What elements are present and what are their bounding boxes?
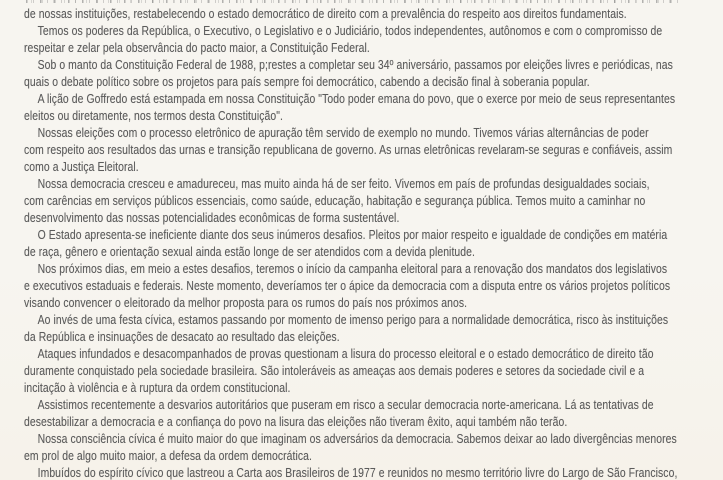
- document-line: Sob o manto da Constituição Federal de 1988, p;restes a completar seu 34º aniversário, passamos por eleições livres e periódicas, nas: [37, 57, 673, 72]
- document-line: incitação à violência e à ruptura da ordem constitucional.: [24, 380, 291, 395]
- document-line: duramente conquistado pela sociedade brasileira. São intoleráveis as ameaças aos demais poderes e setores da sociedade civil e a: [24, 363, 645, 378]
- document-line: Assistimos recentemente a desvarios autoritários que puseram em risco a secular democracia norte-americana. Lá as tentativas de: [37, 397, 654, 412]
- document-line: O Estado apresenta-se ineficiente diante dos seus inúmeros desafios. Pleitos por maior respeito e igualdade de condições em matéria: [37, 227, 668, 242]
- document-line: e executivos estaduais e federais. Neste momento, deveríamos ter o ápice da democracia com a disputa entre os vários projetos políticos: [24, 278, 671, 293]
- document-line: Nossas eleições com o processo eletrônico de apuração têm servido de exemplo no mundo. Tivemos várias alternâncias de poder: [37, 125, 649, 140]
- document-line: Nossa consciência cívica é muito maior do que imaginam os adversários da democracia. Sabemos deixar ao lado divergências menores: [37, 431, 677, 446]
- document-line: Imbuídos do espírito cívico que lastreou a Carta aos Brasileiros de 1977 e reunidos no mesmo território livre do Largo de São Francisco,: [37, 465, 678, 480]
- document-line: da República e insinuações de desacato ao resultado das eleições.: [24, 329, 340, 344]
- document-line: A lição de Goffredo está estampada em nossa Constituição "Todo poder emana do povo, que o exerce por meio de seus representantes: [37, 91, 676, 106]
- document-line: desestabilizar a democracia e a confiança do povo na lisura das eleições não tiveram êxito, aqui também não terão.: [24, 414, 568, 429]
- document-line: Nos próximos dias, em meio a estes desafios, teremos o início da campanha eleitoral para a renovação dos mandatos dos legislativos: [37, 261, 668, 276]
- document-line: com respeito aos resultados das urnas e transição republicana de governo. As urnas eletrônicas revelaram-se seguras e confiáveis, assim: [24, 142, 673, 157]
- document-text: [24, 5, 706, 480]
- document-line: quais o debate político sobre os projetos para país sempre foi democrático, cabendo a decisão final à soberania popular.: [24, 74, 590, 89]
- document-line: como a Justiça Eleitoral.: [24, 159, 139, 174]
- document-line: de nossas instituições, restabelecendo o estado democrático de direito com a prevalência do respeito aos direitos fundamentais.: [24, 6, 627, 21]
- document-line: respeitar e zelar pela observância do pacto maior, a Constituição Federal.: [24, 40, 370, 55]
- document-line: Temos os poderes da República, o Executivo, o Legislativo e o Judiciário, todos independentes, autônomos e com o compromisso de: [37, 23, 663, 38]
- document-line: de raça, gênero e orientação sexual ainda estão longe de ser atendidos com a devida plenitude.: [24, 244, 475, 259]
- document-line: eleitos ou diretamente, nos termos desta Constituição".: [24, 108, 283, 123]
- document-line: com carências em serviços públicos essenciais, como saúde, educação, habitação e segurança pública. Temos muito a caminhar no: [24, 193, 646, 208]
- document-line: visando convencer o eleitorado da melhor proposta para os rumos do país nos próximos anos.: [24, 295, 468, 310]
- document-line: Ao invés de uma festa cívica, estamos passando por momento de imenso perigo para a normalidade democrática, risco às instituições: [37, 312, 669, 327]
- document-line: em prol de algo muito maior, a defesa da ordem democrática.: [24, 448, 312, 463]
- document-line: desenvolvimento das nossas potencialidades econômicas de forma sustentável.: [24, 210, 400, 225]
- document-line: Nossa democracia cresceu e amadureceu, mas muito ainda há de ser feito. Vivemos em país de profundas desigualdades sociais,: [37, 176, 650, 191]
- clipped-line-fragment: [26, 0, 678, 3]
- document-line: Ataques infundados e desacompanhados de provas questionam a lisura do processo eleitoral e o estado democrático de direito tão: [37, 346, 654, 361]
